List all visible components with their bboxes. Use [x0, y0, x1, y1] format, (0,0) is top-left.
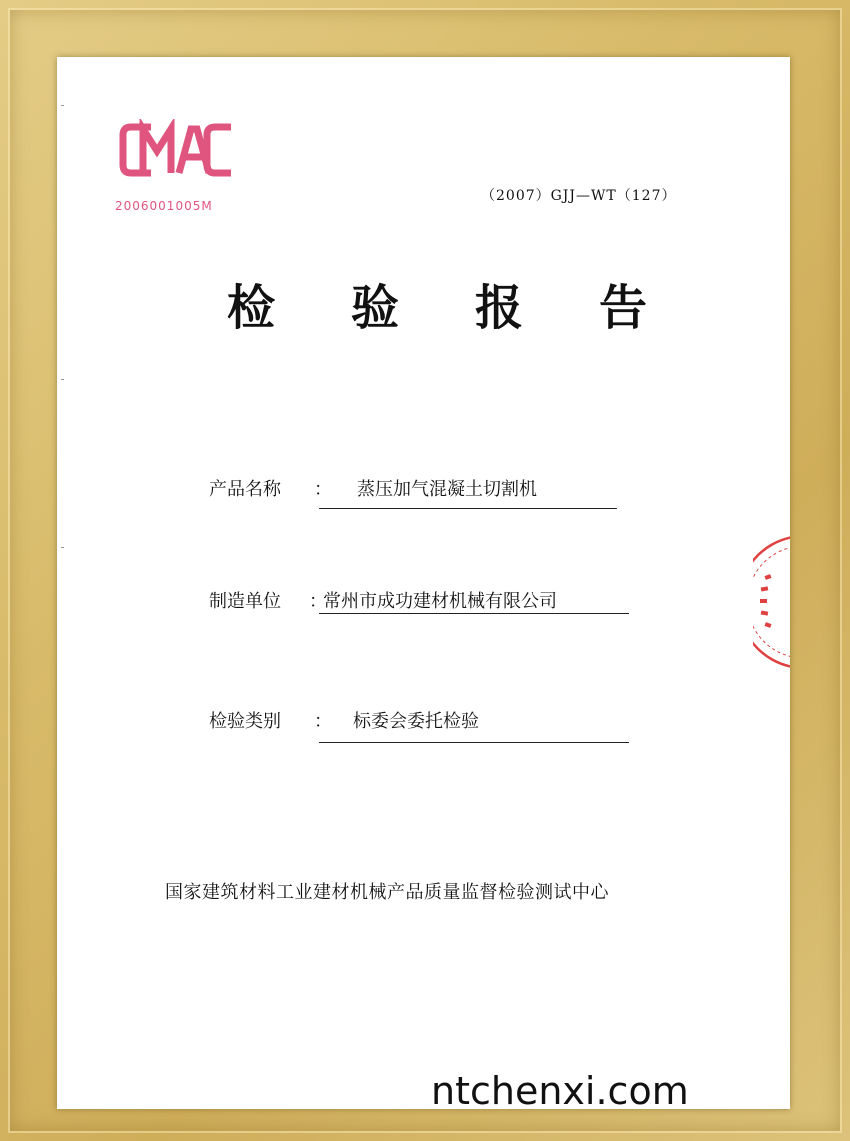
- website-watermark: ntchenxi.com: [425, 1069, 695, 1109]
- product-name-value: 蒸压加气混凝土切割机: [357, 479, 537, 500]
- report-title-char: 检: [227, 280, 276, 336]
- issuing-organization: 国家建筑材料工业建材机械产品质量监督检验测试中心: [165, 882, 609, 903]
- manufacturer-value: 常州市成功建材机械有限公司: [323, 591, 557, 612]
- report-cover-page: [57, 57, 790, 1109]
- field-underline: [319, 742, 629, 743]
- red-seal-stamp: [753, 535, 790, 669]
- report-title-char: 验: [350, 280, 399, 336]
- product-name-label: 产品名称: [209, 479, 281, 500]
- report-title-char: 告: [598, 280, 647, 336]
- field-separator: ：: [314, 479, 332, 500]
- field-separator: ：: [309, 591, 327, 612]
- field-separator: ：: [314, 711, 332, 732]
- cma-certificate-number: 2006001005M: [115, 199, 213, 213]
- paper-speck: [61, 379, 64, 380]
- field-underline: [319, 613, 629, 614]
- inspection-type-value: 标委会委托检验: [353, 711, 479, 732]
- report-title-char: 报: [474, 280, 523, 336]
- report-number: （2007）GJJ—WT（127）: [481, 188, 677, 204]
- cma-certification-logo: [117, 119, 237, 181]
- paper-speck: [61, 547, 64, 548]
- paper-speck: [61, 105, 64, 106]
- manufacturer-label: 制造单位: [209, 591, 281, 612]
- field-underline: [319, 508, 617, 509]
- report-title: [227, 269, 647, 338]
- inspection-type-label: 检验类别: [209, 711, 281, 732]
